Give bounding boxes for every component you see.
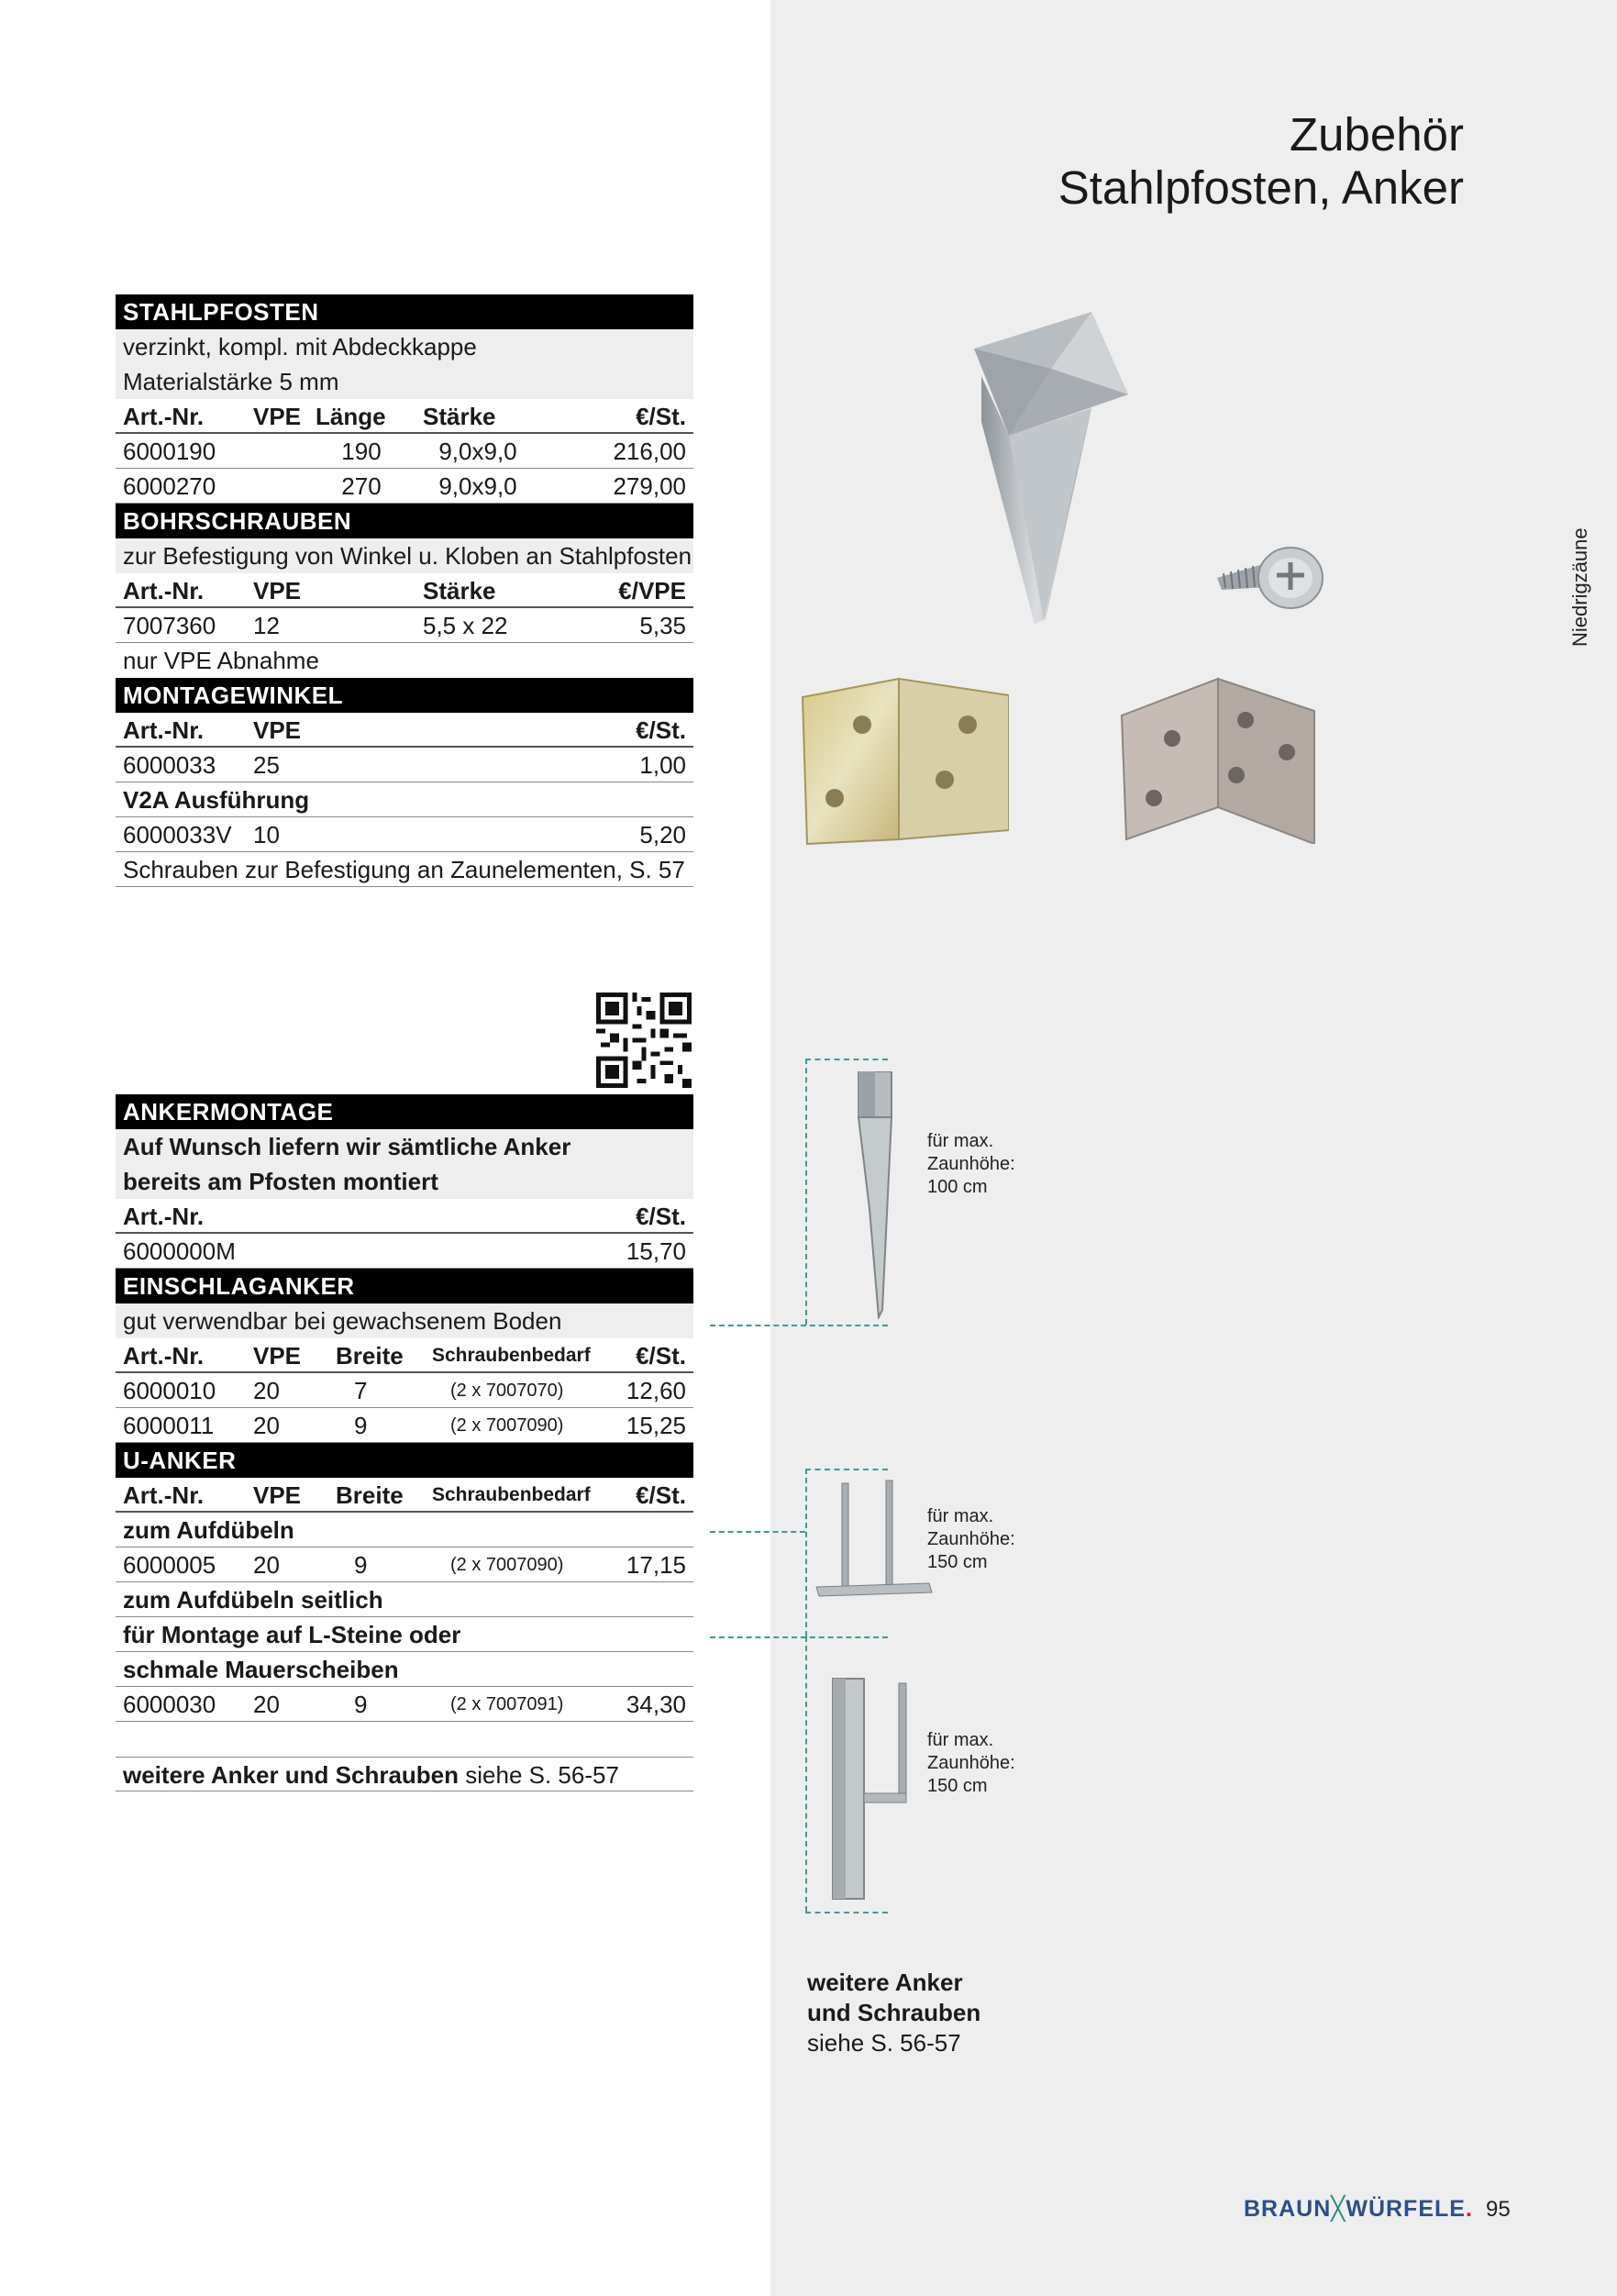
subsection-row bbox=[116, 1582, 693, 1617]
table-row bbox=[116, 748, 693, 782]
column-header-row bbox=[116, 399, 693, 434]
column-header-row bbox=[116, 1338, 693, 1373]
col-vpe: VPE bbox=[253, 1342, 302, 1370]
description-text: zur Befestigung von Winkel u. Kloben an Stahlpfosten bbox=[123, 542, 692, 570]
note-line: Zaunhöhe: bbox=[927, 1753, 1015, 1773]
note-line: 150 cm bbox=[927, 1776, 988, 1796]
cell-preis: 15,25 bbox=[626, 1412, 686, 1439]
section-header-bohrschrauben bbox=[116, 504, 693, 538]
col-preis: €/VPE bbox=[618, 577, 686, 605]
col-breite: Breite bbox=[336, 1481, 404, 1509]
reference-bold: weitere Anker und Schrauben bbox=[123, 1761, 460, 1789]
reference-rest: siehe S. 56-57 bbox=[459, 1761, 619, 1789]
cell-staerke: 5,5 x 22 bbox=[423, 612, 508, 639]
description-row bbox=[116, 364, 693, 399]
section-title: ANKERMONTAGE bbox=[123, 1098, 334, 1126]
cell-vpe: 20 bbox=[253, 1377, 280, 1404]
cell-breite: 9 bbox=[354, 1551, 368, 1579]
page-title-line-2: Stahlpfosten, Anker bbox=[1058, 161, 1464, 214]
dashed-guide bbox=[805, 1912, 888, 1913]
logo-text-left: BRAUN bbox=[1244, 2196, 1332, 2222]
dashed-guide bbox=[805, 1636, 807, 1912]
cell-art-nr: 6000000M bbox=[123, 1237, 236, 1265]
section-title: STAHLPFOSTEN bbox=[123, 298, 319, 326]
subsection-row bbox=[116, 1513, 693, 1547]
column-header-row bbox=[116, 713, 693, 748]
description-text: Auf Wunsch liefern wir sämtliche Anker bbox=[123, 1133, 571, 1160]
section-title: U-ANKER bbox=[123, 1447, 237, 1474]
note-line: Zaunhöhe: bbox=[927, 1529, 1015, 1549]
note-line: Zaunhöhe: bbox=[927, 1154, 1015, 1174]
col-vpe: VPE bbox=[253, 403, 302, 430]
description-text: verzinkt, kompl. mit Abdeckkappe bbox=[123, 333, 477, 360]
table-row bbox=[116, 1687, 693, 1722]
note-text: Schrauben zur Befestigung an Zaunelementen, S. 57 bbox=[123, 856, 685, 883]
description-text: Materialstärke 5 mm bbox=[123, 368, 339, 395]
section-header-ankermontage bbox=[116, 1094, 693, 1129]
cell-staerke: 9,0x9,0 bbox=[438, 472, 517, 500]
u-anker-seitlich-image bbox=[825, 1674, 917, 1903]
col-preis: €/St. bbox=[636, 1342, 686, 1370]
table-row bbox=[116, 434, 693, 469]
col-art-nr: Art.-Nr. bbox=[123, 1342, 205, 1370]
cell-preis: 15,70 bbox=[626, 1237, 686, 1265]
dashed-guide bbox=[805, 1469, 888, 1470]
col-art-nr: Art.-Nr. bbox=[123, 1481, 205, 1509]
cell-vpe: 25 bbox=[253, 751, 280, 779]
logo-cross-icon: ╳ bbox=[1331, 2196, 1346, 2222]
section-header-einschlaganker bbox=[116, 1269, 693, 1303]
logo-dot: . bbox=[1465, 2196, 1473, 2222]
mounting-angle-v2a-image bbox=[1117, 670, 1324, 844]
table-row bbox=[116, 1408, 693, 1443]
column-header-row bbox=[116, 1199, 693, 1234]
col-breite: Breite bbox=[336, 1342, 404, 1370]
column-header-row bbox=[116, 573, 693, 608]
dashed-guide bbox=[710, 1531, 805, 1533]
page-number: 95 bbox=[1486, 2197, 1511, 2222]
cell-laenge: 190 bbox=[341, 438, 382, 465]
further-anchors-note[interactable] bbox=[807, 1968, 980, 2058]
cell-preis: 34,30 bbox=[626, 1691, 686, 1718]
description-text: gut verwendbar bei gewachsenem Boden bbox=[123, 1307, 562, 1335]
cell-schraubenbedarf: (2 x 7007091) bbox=[450, 1694, 564, 1714]
cell-staerke: 9,0x9,0 bbox=[438, 438, 517, 465]
cell-art-nr: 6000190 bbox=[123, 438, 216, 465]
description-text: bereits am Pfosten montiert bbox=[123, 1168, 438, 1195]
cell-preis: 12,60 bbox=[626, 1377, 686, 1404]
cell-art-nr: 6000033 bbox=[123, 751, 216, 779]
cell-art-nr: 7007360 bbox=[123, 612, 216, 639]
cell-art-nr: 6000030 bbox=[123, 1691, 216, 1718]
col-preis: €/St. bbox=[636, 716, 686, 744]
col-schraubenbedarf: Schraubenbedarf bbox=[432, 1484, 591, 1505]
subsection-row bbox=[116, 1652, 693, 1687]
subsection-row bbox=[116, 1617, 693, 1652]
reference-row[interactable] bbox=[116, 1757, 693, 1791]
table-row bbox=[116, 1234, 693, 1269]
col-art-nr: Art.-Nr. bbox=[123, 1203, 205, 1230]
cell-art-nr: 6000033V bbox=[123, 821, 232, 849]
cell-breite: 9 bbox=[354, 1412, 368, 1439]
cell-art-nr: 6000005 bbox=[123, 1551, 216, 1579]
note-bold-line: weitere Anker bbox=[807, 1969, 963, 1996]
description-row bbox=[116, 1164, 693, 1199]
note-bold-line: und Schrauben bbox=[807, 1999, 981, 2026]
cell-art-nr: 6000011 bbox=[123, 1412, 215, 1439]
brand-logo bbox=[1244, 2195, 1473, 2223]
description-row bbox=[116, 1303, 693, 1338]
cell-breite: 9 bbox=[354, 1691, 368, 1718]
note-row bbox=[116, 852, 693, 887]
col-art-nr: Art.-Nr. bbox=[123, 577, 205, 605]
col-preis: €/St. bbox=[636, 1203, 686, 1230]
cell-breite: 7 bbox=[354, 1377, 368, 1404]
product-table-lower bbox=[116, 1094, 693, 1791]
subsection-label: schmale Mauerscheiben bbox=[123, 1656, 399, 1683]
dashed-guide bbox=[805, 1059, 807, 1325]
height-note-100 bbox=[927, 1130, 1015, 1199]
description-row bbox=[116, 538, 693, 573]
drilling-screw-image bbox=[1213, 537, 1341, 619]
note-line: 150 cm bbox=[927, 1552, 988, 1572]
section-title: MONTAGEWINKEL bbox=[123, 682, 343, 709]
col-vpe: VPE bbox=[253, 1481, 302, 1509]
product-table-upper bbox=[116, 294, 693, 887]
description-row bbox=[116, 329, 693, 364]
col-art-nr: Art.-Nr. bbox=[123, 403, 205, 430]
dashed-guide bbox=[805, 1059, 888, 1060]
mounting-angle-zinc-image bbox=[798, 670, 1009, 853]
cell-vpe: 20 bbox=[253, 1551, 280, 1579]
subsection-label: zum Aufdübeln seitlich bbox=[123, 1586, 383, 1614]
cell-schraubenbedarf: (2 x 7007070) bbox=[450, 1381, 564, 1401]
cell-vpe: 12 bbox=[253, 612, 280, 639]
table-row bbox=[116, 1547, 693, 1582]
cell-vpe: 20 bbox=[253, 1691, 280, 1718]
col-vpe: VPE bbox=[253, 577, 302, 605]
cell-preis: 17,15 bbox=[626, 1551, 686, 1579]
page-title bbox=[1058, 108, 1464, 215]
table-row bbox=[116, 608, 693, 643]
reference-text bbox=[116, 1758, 619, 1792]
logo-text-right: WÜRFELE bbox=[1346, 2196, 1466, 2222]
subsection-row bbox=[116, 782, 693, 817]
page-title-line-1: Zubehör bbox=[1290, 108, 1464, 161]
height-note-150-seitlich bbox=[927, 1729, 1015, 1798]
cell-schraubenbedarf: (2 x 7007090) bbox=[450, 1415, 564, 1436]
note-line: für max. bbox=[927, 1730, 994, 1750]
cell-preis: 1,00 bbox=[639, 751, 686, 779]
col-vpe: VPE bbox=[253, 716, 302, 744]
col-schraubenbedarf: Schraubenbedarf bbox=[432, 1345, 591, 1366]
subsection-label: für Montage auf L-Steine oder bbox=[123, 1621, 461, 1648]
cell-art-nr: 6000010 bbox=[123, 1377, 216, 1404]
subsection-label: zum Aufdübeln bbox=[123, 1516, 294, 1544]
cell-preis: 5,35 bbox=[639, 612, 686, 639]
note-line: 100 cm bbox=[927, 1177, 988, 1197]
cell-preis: 5,20 bbox=[639, 821, 686, 849]
cell-laenge: 270 bbox=[341, 472, 382, 500]
column-header-row bbox=[116, 1478, 693, 1513]
cell-schraubenbedarf: (2 x 7007090) bbox=[450, 1555, 564, 1575]
col-preis: €/St. bbox=[636, 403, 686, 430]
col-staerke: Stärke bbox=[423, 403, 496, 430]
note-line: für max. bbox=[927, 1131, 994, 1151]
col-art-nr: Art.-Nr. bbox=[123, 716, 205, 744]
note-text: nur VPE Abnahme bbox=[123, 647, 319, 674]
table-row bbox=[116, 817, 693, 852]
dashed-guide bbox=[805, 1469, 807, 1636]
dashed-guide bbox=[710, 1636, 888, 1638]
height-note-150 bbox=[927, 1505, 1015, 1574]
u-anker-aufduebeln-image bbox=[814, 1479, 934, 1603]
note-row bbox=[116, 643, 693, 678]
cell-vpe: 10 bbox=[253, 821, 280, 849]
col-laenge: Länge bbox=[316, 403, 386, 430]
qr-code[interactable] bbox=[596, 993, 692, 1088]
steel-post-image bbox=[954, 303, 1137, 633]
cell-art-nr: 6000270 bbox=[123, 472, 216, 500]
cell-preis: 279,00 bbox=[613, 472, 686, 500]
section-header-u-anker bbox=[116, 1443, 693, 1478]
cell-preis: 216,00 bbox=[613, 438, 686, 465]
col-preis: €/St. bbox=[636, 1481, 686, 1509]
spacer-row bbox=[116, 1722, 693, 1757]
col-staerke: Stärke bbox=[423, 577, 496, 605]
side-category-label: Niedrigzäune bbox=[1568, 527, 1591, 647]
einschlaganker-image bbox=[853, 1071, 908, 1319]
dashed-guide bbox=[710, 1325, 888, 1326]
section-header-stahlpfosten bbox=[116, 294, 693, 329]
section-title: BOHRSCHRAUBEN bbox=[123, 507, 352, 535]
table-row bbox=[116, 469, 693, 504]
table-row bbox=[116, 1373, 693, 1408]
cell-vpe: 20 bbox=[253, 1412, 280, 1439]
note-line: siehe S. 56-57 bbox=[807, 2029, 961, 2057]
section-title: EINSCHLAGANKER bbox=[123, 1272, 355, 1300]
description-row bbox=[116, 1129, 693, 1164]
note-line: für max. bbox=[927, 1506, 994, 1526]
section-header-montagewinkel bbox=[116, 678, 693, 713]
subsection-label: V2A Ausführung bbox=[123, 786, 310, 814]
